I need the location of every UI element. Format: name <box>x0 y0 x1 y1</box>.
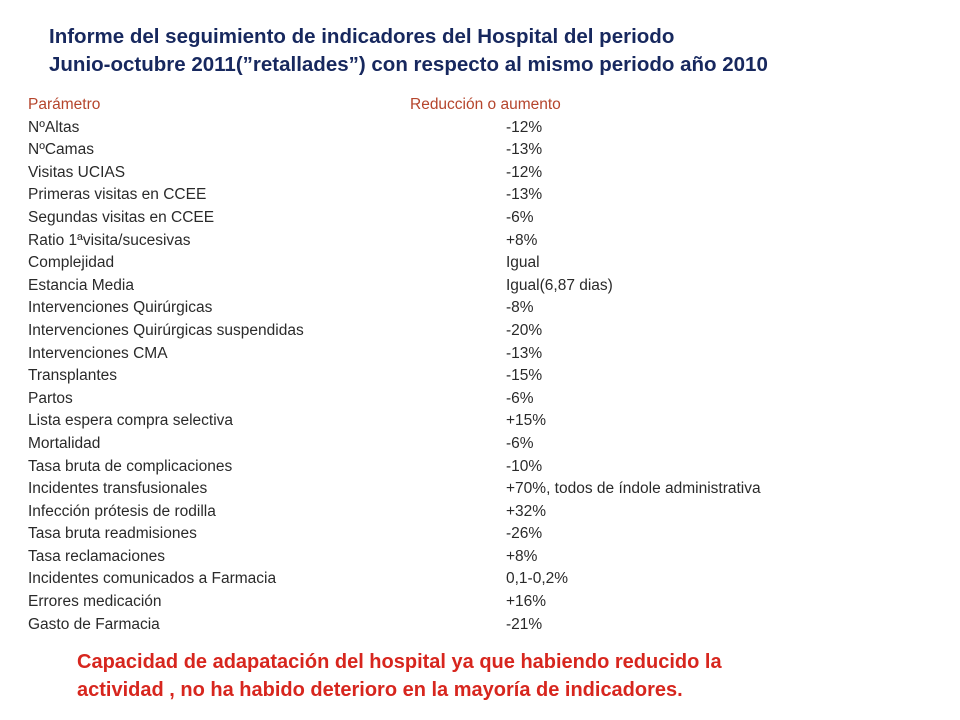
row-parameter: Lista espera compra selectiva <box>28 412 234 430</box>
row-change: -6% <box>506 434 534 452</box>
row-parameter: Primeras visitas en CCEE <box>28 186 207 204</box>
row-change: -15% <box>506 367 543 385</box>
row-change: +70%, todos de índole administrativa <box>506 480 761 498</box>
row-parameter: Intervenciones CMA <box>28 344 168 362</box>
table-row <box>28 207 928 230</box>
table-row <box>28 478 928 501</box>
table-row <box>28 501 928 524</box>
conclusion-text <box>77 648 937 704</box>
row-change: Igual(6,87 dias) <box>506 276 613 294</box>
table-row <box>28 162 928 185</box>
row-parameter: NºAltas <box>28 118 80 136</box>
table-row <box>28 365 928 388</box>
row-parameter: Partos <box>28 389 73 407</box>
row-parameter: Complejidad <box>28 254 115 272</box>
row-parameter: Segundas visitas en CCEE <box>28 208 215 226</box>
row-change: Igual <box>506 254 540 272</box>
row-change: -6% <box>506 389 534 407</box>
row-change: +16% <box>506 593 547 611</box>
row-change: -12% <box>506 118 543 136</box>
table-body <box>28 117 928 637</box>
row-parameter: Infección prótesis de rodilla <box>28 502 216 520</box>
table-row <box>28 388 928 411</box>
table-row <box>28 320 928 343</box>
row-change: -8% <box>506 299 534 317</box>
row-change: -13% <box>506 344 543 362</box>
table-row <box>28 546 928 569</box>
row-parameter: Errores medicación <box>28 593 162 611</box>
row-parameter: Tasa bruta readmisiones <box>28 525 197 543</box>
title-line-1: Informe del seguimiento de indicadores del Hospital del periodo <box>49 25 675 48</box>
row-parameter: Intervenciones Quirúrgicas <box>28 299 213 317</box>
row-change: -21% <box>506 615 543 633</box>
row-change: -26% <box>506 525 543 543</box>
table-row <box>28 456 928 479</box>
table-row <box>28 614 928 637</box>
title-line-2: Junio-octubre 2011(”retallades”) con respecto al mismo periodo año 2010 <box>49 53 768 76</box>
row-parameter: Estancia Media <box>28 276 134 294</box>
row-parameter: Incidentes transfusionales <box>28 480 208 498</box>
indicator-table <box>28 94 928 636</box>
page-title <box>49 23 929 79</box>
conclusion-line-2: actividad , no ha habido deterioro en la mayoría de indicadores. <box>77 679 683 701</box>
table-row <box>28 230 928 253</box>
table-row <box>28 184 928 207</box>
row-change: -10% <box>506 457 543 475</box>
table-row <box>28 297 928 320</box>
row-change: +32% <box>506 502 547 520</box>
row-parameter: Incidentes comunicados a Farmacia <box>28 570 277 588</box>
row-parameter: Gasto de Farmacia <box>28 615 160 633</box>
table-row <box>28 252 928 275</box>
row-change: -6% <box>506 208 534 226</box>
row-parameter: Ratio 1ªvisita/sucesivas <box>28 231 191 249</box>
row-change: 0,1-0,2% <box>506 570 569 588</box>
table-header-row <box>28 94 928 117</box>
row-change: -20% <box>506 321 543 339</box>
conclusion-line-1: Capacidad de adapatación del hospital ya que habiendo reducido la <box>77 651 722 673</box>
row-change: +8% <box>506 547 538 565</box>
table-row <box>28 433 928 456</box>
row-parameter: Intervenciones Quirúrgicas suspendidas <box>28 321 304 339</box>
row-parameter: Tasa reclamaciones <box>28 547 165 565</box>
table-row <box>28 343 928 366</box>
row-change: +8% <box>506 231 538 249</box>
row-parameter: NºCamas <box>28 141 94 159</box>
table-row <box>28 410 928 433</box>
row-parameter: Transplantes <box>28 367 118 385</box>
table-row <box>28 523 928 546</box>
row-change: -12% <box>506 163 543 181</box>
table-row <box>28 591 928 614</box>
header-parameter: Parámetro <box>28 96 101 113</box>
table-row <box>28 275 928 298</box>
table-row <box>28 139 928 162</box>
row-change: -13% <box>506 186 543 204</box>
header-change: Reducción o aumento <box>410 96 561 113</box>
table-row <box>28 117 928 140</box>
row-parameter: Visitas UCIAS <box>28 163 126 181</box>
row-parameter: Tasa bruta de complicaciones <box>28 457 233 475</box>
table-row <box>28 568 928 591</box>
row-parameter: Mortalidad <box>28 434 101 452</box>
row-change: -13% <box>506 141 543 159</box>
row-change: +15% <box>506 412 547 430</box>
